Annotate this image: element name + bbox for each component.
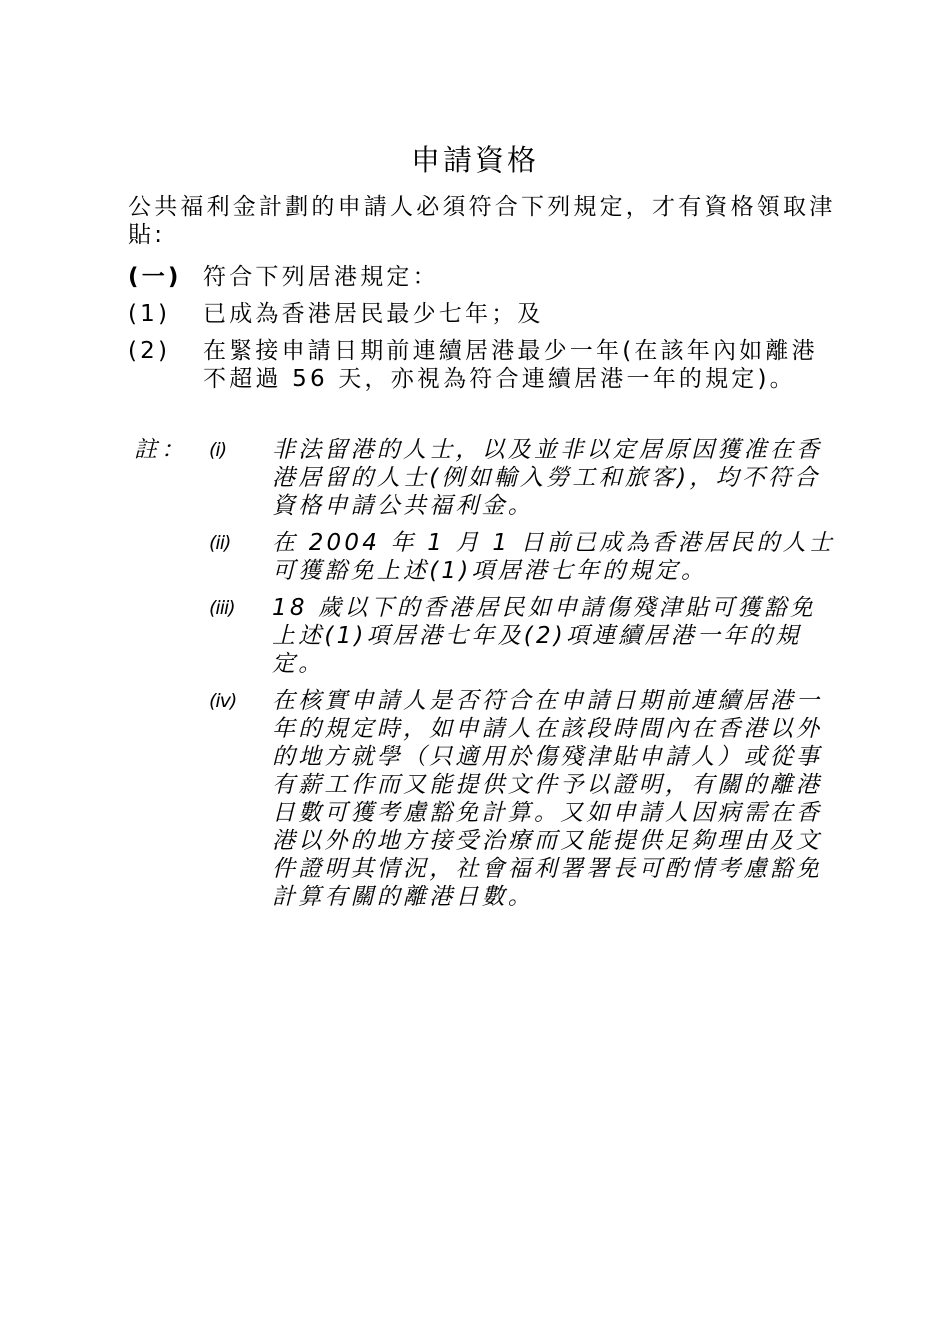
list-item-marker: (2) [128,338,171,364]
note-marker: (iii) [209,597,235,619]
note-text: 非法留港的人士，以及並非以定居原因獲准在香港居留的人士(例如輸入勞工和旅客)，均不符合資格申請公共福利金。 [272,437,823,519]
page-title: 申請資格 [410,143,539,177]
note-text: 在核實申請人是否符合在申請日期前連續居港一年的規定時，如申請人在該段時間內在香港以外的地方就學（只適用於傷殘津貼申請人）或從事有薪工作而又能提供文件予以證明，有關的離港日數可獲考慮豁免計算。又如申請人因病需在香港以外的地方接受治療而又能提供足夠理由及文件證明其情況，社會福利署署長可酌情考慮豁免計算有關的離港日數。 [272,688,823,910]
list-item-text: 已成為香港居民最少七年；及 [203,301,544,327]
section-marker: (一) [128,264,182,290]
note-text: 18 歲以下的香港居民如申請傷殘津貼可獲豁免上述(1)項居港七年及(2)項連續居港一年的規定。 [272,595,816,677]
note-marker: (iv) [209,690,237,712]
note-marker: (ii) [209,532,231,554]
list-item-marker: (1) [128,301,171,327]
list-item-text: 在緊接申請日期前連續居港最少一年(在該年內如離港不超過 56 天，亦視為符合連續居港一年的規定)。 [203,338,818,392]
note-marker: (i) [209,439,227,461]
note-text: 在 2004 年 1 月 1 日前已成為香港居民的人士可獲豁免上述(1)項居港七年的規定。 [272,530,836,584]
intro-paragraph: 公共福利金計劃的申請人必須符合下列規定，才有資格領取津貼: [128,194,836,248]
notes-label: 註： [134,437,188,463]
section-heading: 符合下列居港規定： [203,264,439,290]
